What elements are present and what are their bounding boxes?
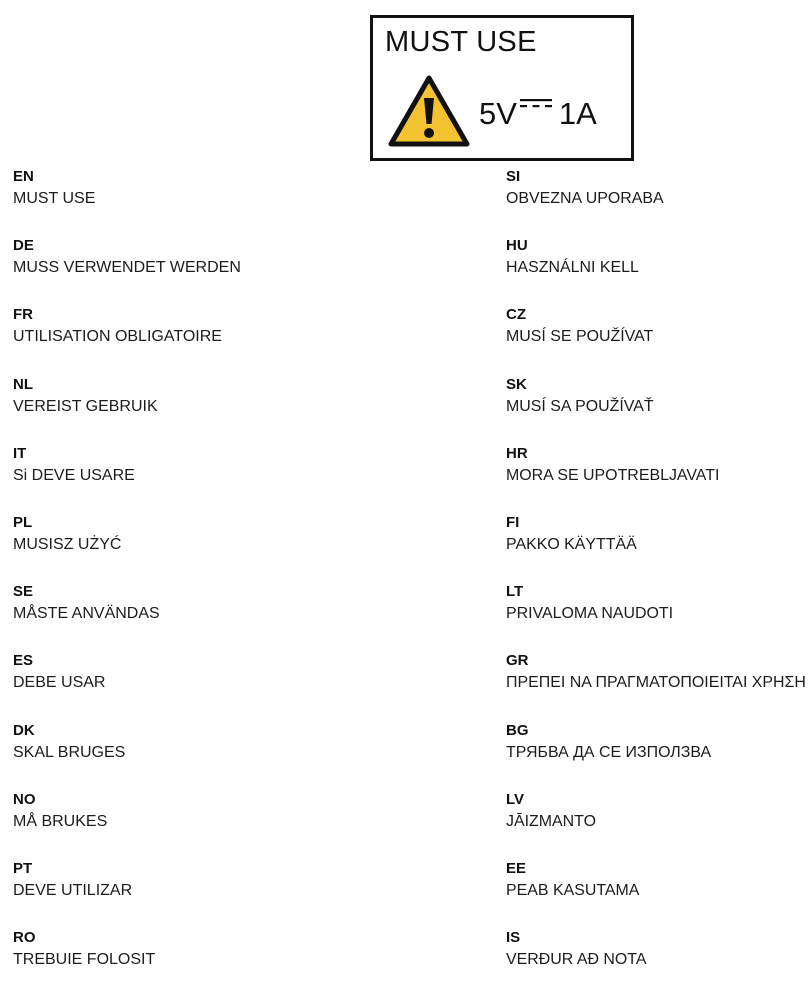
language-text: PEAB KASUTAMA bbox=[506, 881, 640, 899]
language-code: LT bbox=[506, 583, 524, 601]
language-entry bbox=[506, 651, 807, 720]
must-use-label bbox=[370, 15, 634, 161]
language-text: MORA SE UPOTREBLJAVATI bbox=[506, 466, 720, 484]
language-entry bbox=[506, 582, 807, 651]
language-entry bbox=[13, 167, 241, 236]
language-text: ТРЯБВА ДА СЕ ИЗПОЛЗВА bbox=[506, 743, 712, 761]
dc-current-icon bbox=[519, 94, 553, 114]
language-entry bbox=[13, 859, 241, 928]
rating-voltage: 5V bbox=[479, 95, 517, 131]
language-code: GR bbox=[506, 652, 529, 670]
language-text: MÅSTE ANVÄNDAS bbox=[13, 605, 160, 623]
language-text: MUSISZ UŻYĆ bbox=[13, 535, 122, 553]
language-code: HU bbox=[506, 237, 528, 255]
language-code: SI bbox=[506, 168, 521, 185]
language-code: LV bbox=[506, 790, 525, 808]
language-entry bbox=[13, 444, 241, 513]
language-entry bbox=[13, 236, 241, 305]
language-entry bbox=[506, 513, 807, 582]
language-entry bbox=[13, 513, 241, 582]
language-entry bbox=[506, 375, 807, 444]
language-text: MUSÍ SA POUŽÍVAŤ bbox=[506, 397, 654, 415]
language-code: PL bbox=[13, 513, 33, 531]
language-code: DE bbox=[13, 237, 34, 255]
power-rating bbox=[479, 94, 597, 132]
language-entry bbox=[506, 928, 807, 997]
language-text: MÅ BRUKES bbox=[13, 812, 108, 830]
language-entry bbox=[506, 444, 807, 513]
language-code: FR bbox=[13, 306, 33, 324]
language-code: ES bbox=[13, 652, 34, 670]
language-code: BG bbox=[506, 721, 529, 739]
language-code: EE bbox=[506, 859, 527, 877]
language-entry bbox=[13, 305, 241, 374]
language-text: JĀIZMANTO bbox=[506, 812, 597, 830]
language-entry bbox=[506, 790, 807, 859]
language-code: SE bbox=[13, 583, 34, 601]
language-text: TREBUIE FOLOSIT bbox=[13, 951, 156, 969]
language-text: HASZNÁLNI KELL bbox=[506, 259, 639, 277]
language-entry bbox=[13, 651, 241, 720]
language-text: MUSÍ SE POUŽÍVAT bbox=[506, 328, 654, 346]
language-code: IS bbox=[506, 929, 521, 947]
language-entry bbox=[506, 721, 807, 790]
language-code: NO bbox=[13, 790, 36, 808]
language-entry bbox=[13, 582, 241, 651]
language-text: VERÐUR AÐ NOTA bbox=[506, 951, 647, 969]
language-code: DK bbox=[13, 721, 35, 739]
language-code: NL bbox=[13, 375, 33, 393]
language-text: UTILISATION OBLIGATOIRE bbox=[13, 328, 222, 346]
language-code: RO bbox=[13, 929, 36, 947]
language-text: MUST USE bbox=[13, 190, 96, 207]
language-code: SK bbox=[506, 375, 527, 393]
language-text: VEREIST GEBRUIK bbox=[13, 397, 158, 415]
language-text: DEBE USAR bbox=[13, 674, 106, 692]
language-entry bbox=[13, 375, 241, 444]
language-entry bbox=[506, 305, 807, 374]
warning-triangle-icon bbox=[387, 74, 471, 148]
language-text: DEVE UTILIZAR bbox=[13, 881, 133, 899]
language-code: CZ bbox=[506, 306, 526, 324]
language-entry bbox=[13, 790, 241, 859]
language-code: HR bbox=[506, 444, 528, 462]
language-code: IT bbox=[13, 444, 27, 462]
label-title: MUST USE bbox=[385, 26, 537, 58]
language-code: FI bbox=[506, 513, 520, 531]
rating-current: 1A bbox=[558, 95, 597, 131]
language-text: SKAL BRUGES bbox=[13, 743, 126, 761]
language-entry bbox=[13, 928, 241, 997]
language-text: OBVEZNA UPORABA bbox=[506, 190, 664, 207]
language-text: MUSS VERWENDET WERDEN bbox=[13, 259, 241, 277]
language-entry bbox=[13, 721, 241, 790]
language-text: PAKKO KÄYTTÄÄ bbox=[506, 535, 637, 553]
language-text: ΠΡΕΠΕΙ ΝΑ ΠΡΑΓΜΑΤΟΠΟΙΕΙΤΑΙ ΧΡΗΣΗ bbox=[506, 674, 806, 692]
language-entry bbox=[506, 859, 807, 928]
language-entry bbox=[506, 167, 807, 236]
language-text: Si DEVE USARE bbox=[13, 466, 135, 484]
language-code: EN bbox=[13, 168, 34, 185]
language-text: PRIVALOMA NAUDOTI bbox=[506, 605, 674, 623]
language-code: PT bbox=[13, 859, 33, 877]
left-language-column bbox=[13, 167, 241, 997]
language-entry bbox=[506, 236, 807, 305]
right-language-column bbox=[506, 167, 807, 997]
